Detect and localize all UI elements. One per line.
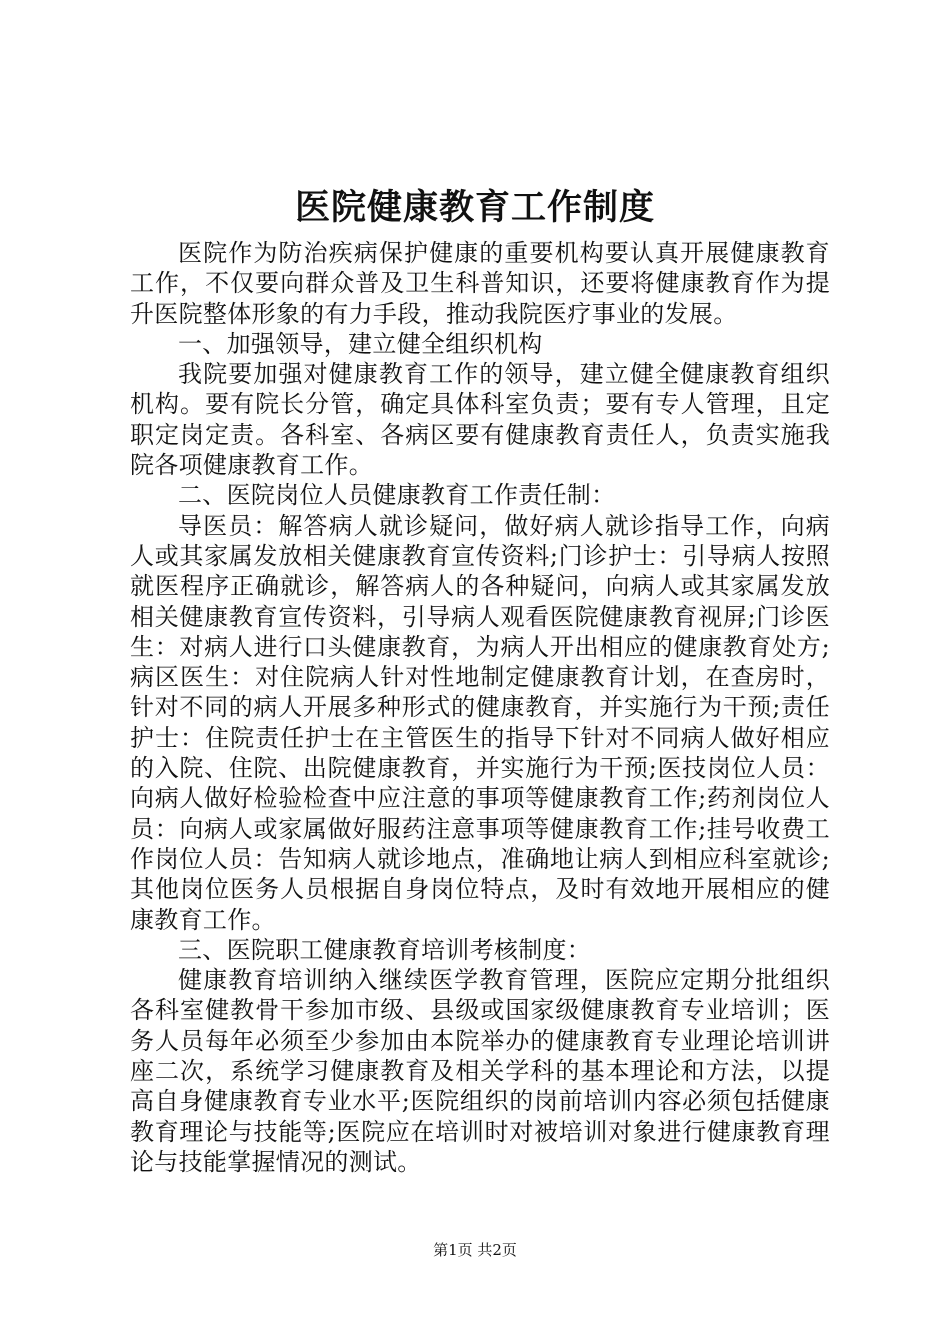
document-title: 医院健康教育工作制度 — [294, 187, 655, 228]
document-body — [130, 238, 830, 1177]
intro-paragraph: 医院作为防治疾病保护健康的重要机构要认真开展健康教育工作，不仅要向群众普及卫生科普知识，还要将健康教育作为提升医院整体形象的有力手段，推动我院医疗事业的发展。 — [130, 239, 830, 328]
section-2-paragraph: 导医员：解答病人就诊疑问，做好病人就诊指导工作，向病人或其家属发放相关健康教育宣传资料;门诊护士：引导病人按照就医程序正确就诊，解答病人的各种疑问，向病人或其家属发放相关健康教育宣传资料，引导病人观看医院健康教育视屏;门诊医生：对病人进行口头健康教育，为病人开出相应的健康教育处方;病区医生：对住院病人针对性地制定健康教育计划，在查房时，针对不同的病人开展多种形式的健康教育，并实施行为干预;责任护士：住院责任护士在主管医生的指导下针对不同病人做好相应的入院、住院、出院健康教育，并实施行为干预;医技岗位人员：向病人做好检验检查中应注意的事项等健康教育工作;药剂岗位人员：向病人或家属做好服药注意事项等健康教育工作;挂号收费工作岗位人员：告知病人就诊地点，准确地让病人到相应科室就诊;其他岗位医务人员根据自身岗位特点，及时有效地开展相应的健康教育工作。 — [130, 511, 830, 934]
section-heading-1: 一、加强领导，建立健全组织机构 — [178, 329, 543, 358]
page-footer: 第1页 共2页 — [433, 1241, 517, 1259]
section-1-paragraph: 我院要加强对健康教育工作的领导，建立健全健康教育组织机构。要有院长分管，确定具体科室负责；要有专人管理，且定职定岗定责。各科室、各病区要有健康教育责任人，负责实施我院各项健康教育工作。 — [130, 360, 830, 480]
section-3-paragraph: 健康教育培训纳入继续医学教育管理，医院应定期分批组织各科室健教骨干参加市级、县级或国家级健康教育专业培训；医务人员每年必须至少参加由本院举办的健康教育专业理论培训讲座二次，系统学习健康教育及相关学科的基本理论和方法，以提高自身健康教育专业水平;医院组织的岗前培训内容必须包括健康教育理论与技能等;医院应在培训时对被培训对象进行健康教育理论与技能掌握情况的测试。 — [130, 966, 830, 1176]
section-heading-2: 二、医院岗位人员健康教育工作责任制： — [178, 481, 616, 510]
section-heading-3: 三、医院职工健康教育培训考核制度： — [178, 935, 592, 964]
